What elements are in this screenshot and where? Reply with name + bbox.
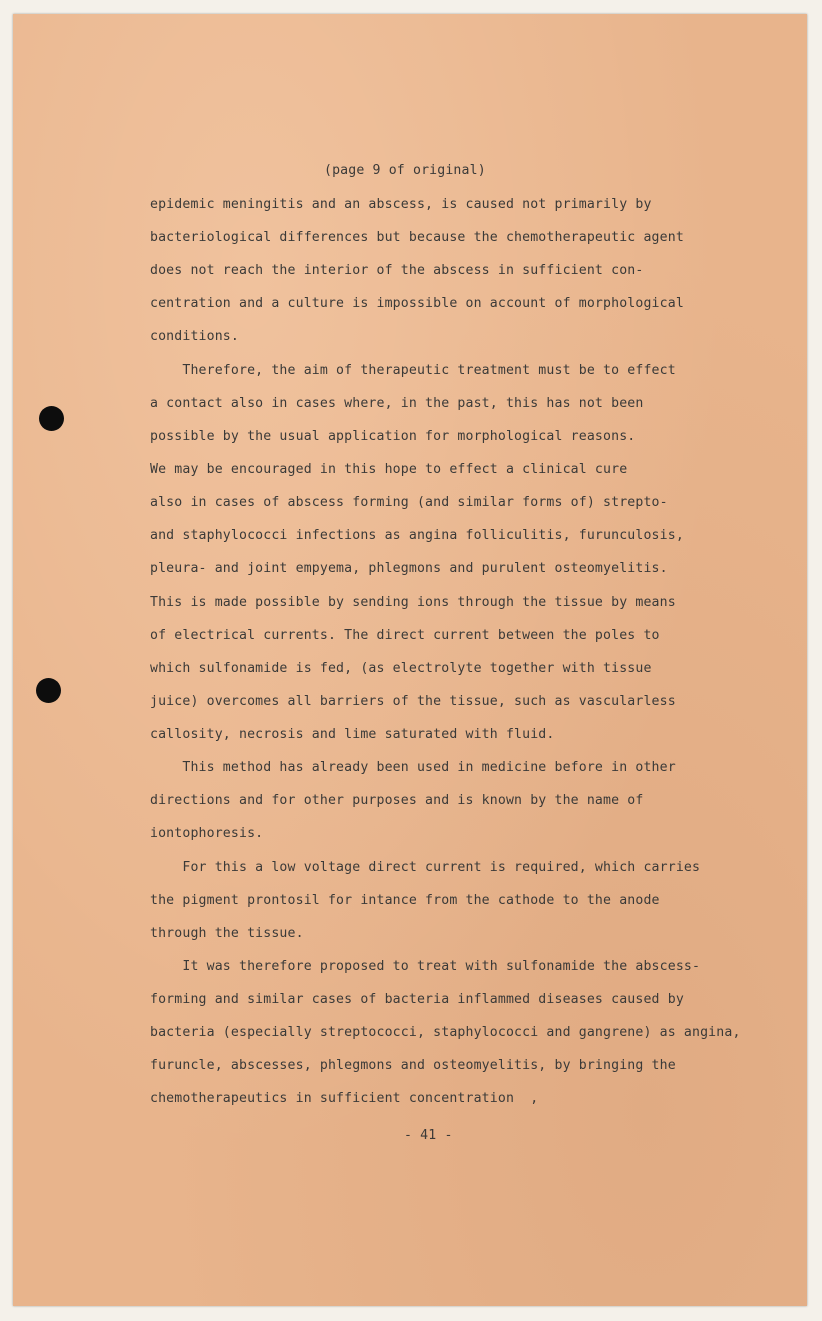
text-line: furuncle, abscesses, phlegmons and osteomyelitis, by bringing the (150, 1058, 676, 1073)
text-line: through the tissue. (150, 926, 304, 941)
text-line: the pigment prontosil for intance from the cathode to the anode (150, 893, 660, 908)
text-line: It was therefore proposed to treat with sulfonamide the abscess- (150, 959, 701, 974)
text-line: a contact also in cases where, in the past, this has not been (150, 396, 644, 411)
text-line: which sulfonamide is fed, (as electrolyte together with tissue (150, 661, 652, 676)
text-line: This method has already been used in medicine before in other (150, 760, 676, 775)
text-line: bacteria (especially streptococci, staphylococci and gangrene) as angina, (150, 1025, 741, 1040)
text-line: directions and for other purposes and is known by the name of (150, 793, 644, 808)
text-line: We may be encouraged in this hope to effect a clinical cure (150, 462, 628, 477)
text-line: callosity, necrosis and lime saturated with fluid. (150, 727, 555, 742)
punch-hole (36, 678, 61, 703)
text-line: also in cases of abscess forming (and similar forms of) strepto- (150, 495, 668, 510)
page-header: (page 9 of original) (324, 163, 486, 178)
text-line: Therefore, the aim of therapeutic treatment must be to effect (150, 363, 676, 378)
text-line: chemotherapeutics in sufficient concentration , (150, 1091, 539, 1106)
text-line: bacteriological differences but because the chemotherapeutic agent (150, 230, 684, 245)
text-line: conditions. (150, 329, 239, 344)
page-number: - 41 - (404, 1128, 453, 1143)
text-line: This is made possible by sending ions through the tissue by means (150, 595, 676, 610)
text-line: pleura- and joint empyema, phlegmons and purulent osteomyelitis. (150, 561, 668, 576)
text-line: epidemic meningitis and an abscess, is caused not primarily by (150, 197, 652, 212)
text-line: does not reach the interior of the abscess in sufficient con- (150, 263, 644, 278)
text-line: possible by the usual application for morphological reasons. (150, 429, 636, 444)
text-line: juice) overcomes all barriers of the tissue, such as vascularless (150, 694, 676, 709)
text-line: forming and similar cases of bacteria inflammed diseases caused by (150, 992, 684, 1007)
punch-hole (39, 406, 64, 431)
text-line: centration and a culture is impossible on account of morphological (150, 296, 684, 311)
text-line: and staphylococci infections as angina folliculitis, furunculosis, (150, 528, 684, 543)
text-line: of electrical currents. The direct current between the poles to (150, 628, 660, 643)
document-page (13, 14, 807, 1306)
text-line: For this a low voltage direct current is required, which carries (150, 860, 701, 875)
text-line: iontophoresis. (150, 826, 264, 841)
